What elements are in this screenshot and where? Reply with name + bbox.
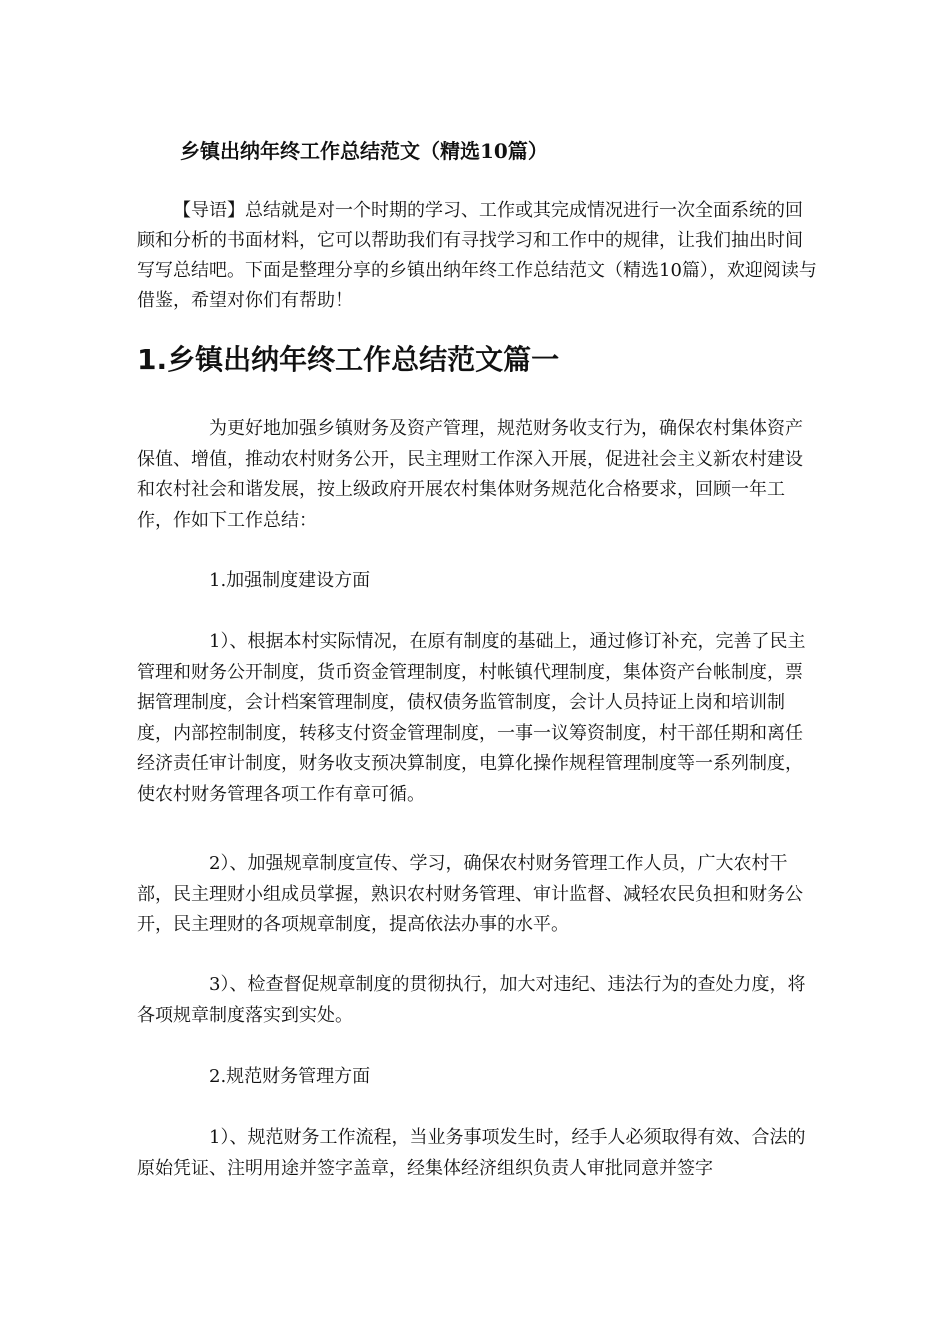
document-title: 乡镇出纳年终工作总结范文（精选10篇） (180, 139, 548, 163)
intro-paragraph: 【导语】总结就是对一个时期的学习、工作或其完成情况进行一次全面系统的回顾和分析的书面材料，它可以帮助我们有寻找学习和工作中的规律，让我们抽出时间写写总结吧。下面是整理分享的乡镇出纳年终工作总结范文（精选10篇），欢迎阅读与借鉴，希望对你们有帮助！ (137, 200, 817, 311)
body-paragraph: 1）、根据本村实际情况，在原有制度的基础上，通过修订补充，完善了民主管理和财务公开制度，货币资金管理制度，村帐镇代理制度，集体资产台帐制度，票据管理制度，会计档案管理制度，债权债务监管制度，会计人员持证上岗和培训制度，内部控制制度，转移支付资金管理制度，一事一议筹资制度，村干部任期和离任经济责任审计制度，财务收支预决算制度，电算化操作规程管理制度等一系列制度，使农村财务管理各项工作有章可循。 (137, 631, 806, 805)
body-paragraph: 3）、检查督促规章制度的贯彻执行，加大对违纪、违法行为的查处力度，将各项规章制度落实到实处。 (137, 974, 806, 1026)
subheading-paragraph: 2.规范财务管理方面 (209, 1066, 371, 1087)
body-paragraph: 为更好地加强乡镇财务及资产管理，规范财务收支行为，确保农村集体资产保值、增值，推动农村财务公开，民主理财工作深入开展，促进社会主义新农村建设和农村社会和谐发展，按上级政府开展农村集体财务规范化合格要求，回顾一年工作，作如下工作总结： (137, 418, 803, 531)
body-paragraph: 2）、加强规章制度宣传、学习，确保农村财务管理工作人员，广大农村干部，民主理财小组成员掌握，熟识农村财务管理、审计监督、减轻农民负担和财务公开，民主理财的各项规章制度，提高依法办事的水平。 (137, 853, 803, 935)
section-heading: 1.乡镇出纳年终工作总结范文篇一 (137, 343, 560, 376)
subheading-paragraph: 1.加强制度建设方面 (209, 570, 371, 591)
body-paragraph: 1）、规范财务工作流程，当业务事项发生时，经手人必须取得有效、合法的原始凭证、注明用途并签字盖章，经集体经济组织负责人审批同意并签字 (137, 1127, 806, 1179)
